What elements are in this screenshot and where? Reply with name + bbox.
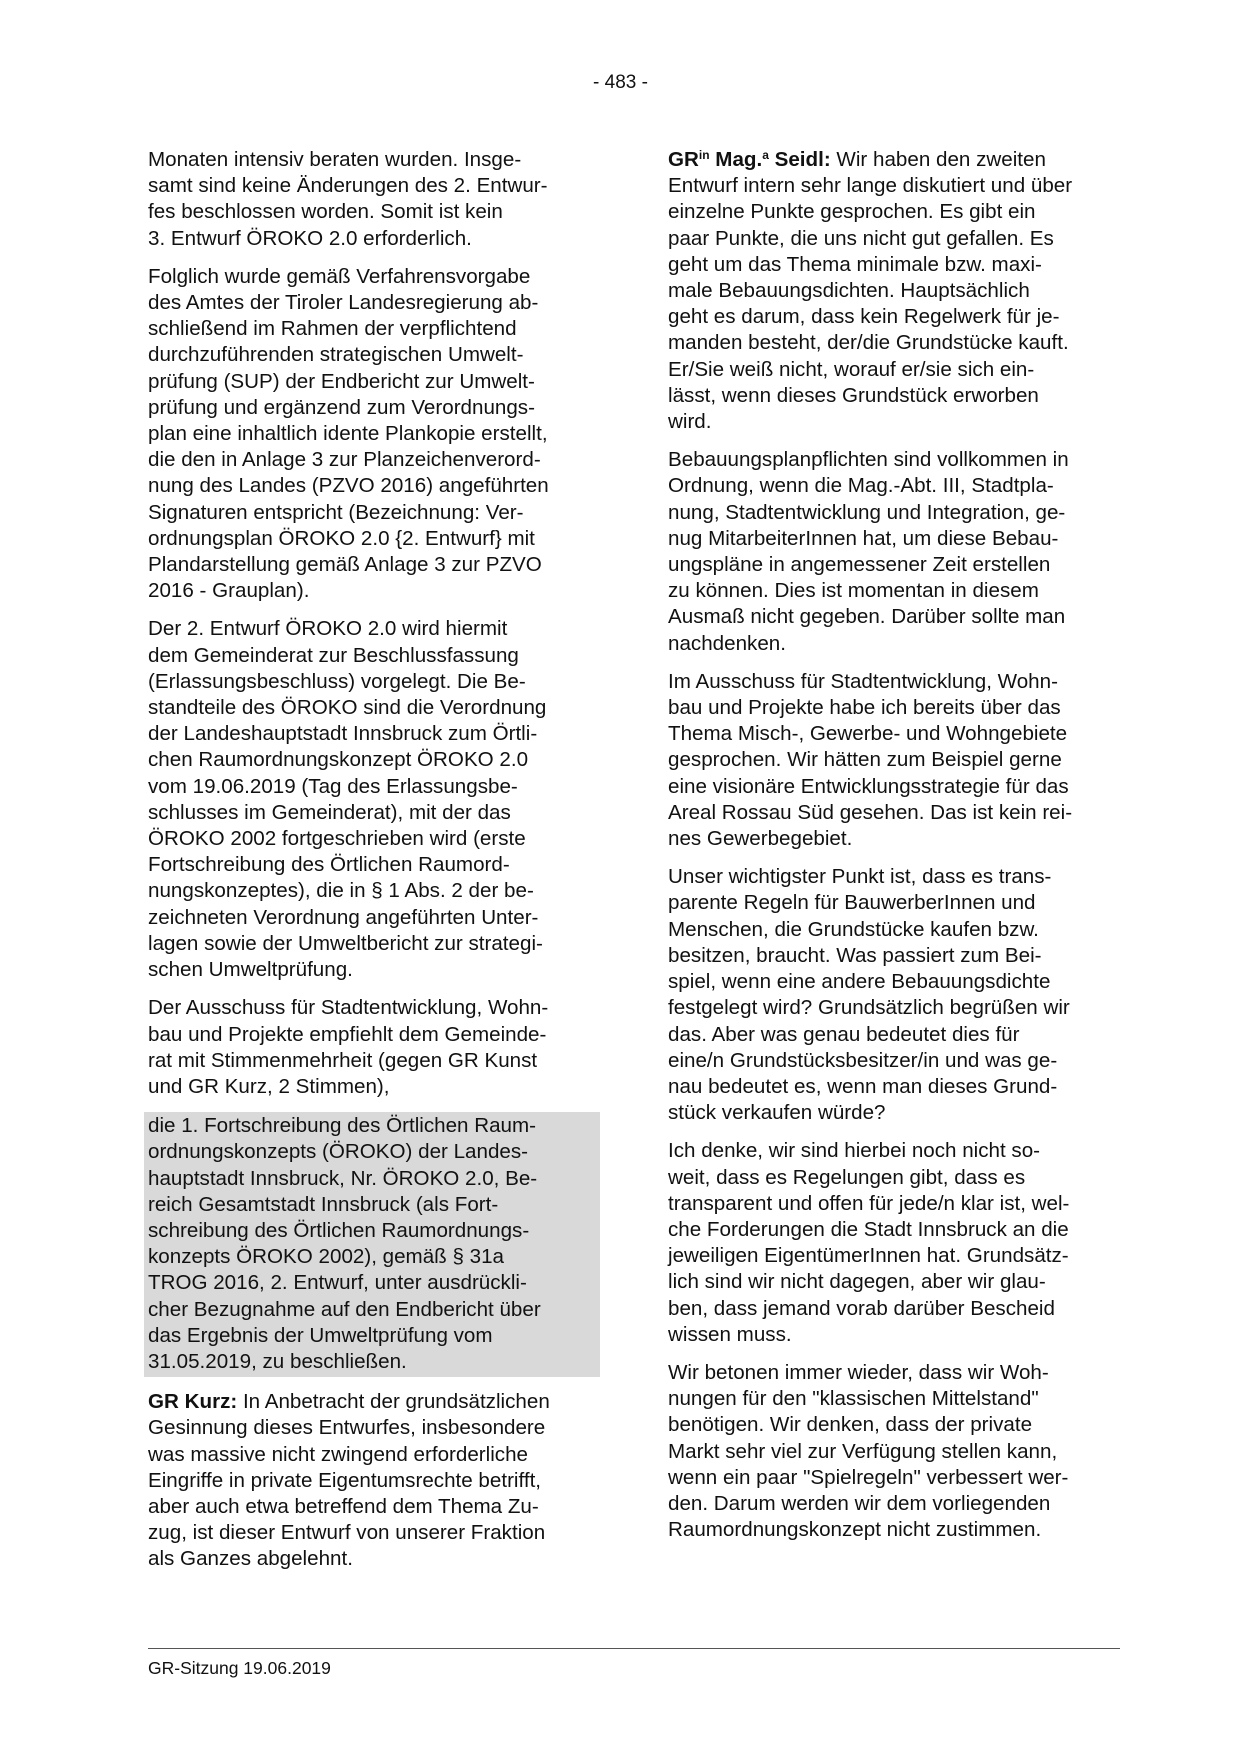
paragraph [148,616,600,983]
text-line: konzepts ÖROKO 2002), gemäß § 31a [148,1245,504,1269]
paragraph [148,264,600,605]
text-line: Der 2. Entwurf ÖROKO 2.0 wird hiermit [148,617,508,641]
text-line: gesprochen. Wir hätten zum Beispiel gerne [668,748,1062,772]
paragraph [668,1138,1120,1348]
text-line: parente Regeln für BauwerberInnen und [668,891,1036,915]
text-line: lich sind wir nicht dagegen, aber wir glau- [668,1270,1046,1294]
text-line: Bebauungsplanpflichten sind vollkommen in [668,448,1069,472]
text-line: Gesinnung dieses Entwurfes, insbesondere [148,1416,546,1440]
paragraph [148,995,600,1100]
text-line: Er/Sie weiß nicht, worauf er/sie sich ein- [668,357,1035,381]
text-line: ben, dass jemand vorab darüber Bescheid [668,1296,1055,1320]
text-line: ordnungsplan ÖROKO 2.0 {2. Entwurf} mit [148,526,535,550]
text-line: 2016 - Grauplan). [148,579,310,603]
text-line [668,147,1120,173]
text-line: ÖROKO 2002 fortgeschrieben wird (erste [148,827,526,851]
text-line: die den in Anlage 3 zur Planzeichenverord- [148,448,541,472]
text-line: Markt sehr viel zur Verfügung stellen kann, [668,1439,1058,1463]
text-line: wird. [668,410,712,434]
text-line: Plandarstellung gemäß Anlage 3 zur PZVO [148,553,542,577]
text-line: hauptstadt Innsbruck, Nr. ÖROKO 2.0, Be- [148,1166,538,1190]
text-line: das. Aber was genau bedeutet dies für [668,1022,1020,1046]
text-line: eine/n Grundstücksbesitzer/in und was ge- [668,1048,1058,1072]
text-line: durchzuführenden strategischen Umwelt- [148,343,524,367]
text-line: Ich denke, wir sind hierbei noch nicht so- [668,1139,1041,1163]
text-line: das Ergebnis der Umweltprüfung vom [148,1323,493,1347]
text-line: Unser wichtigster Punkt ist, dass es trans- [668,865,1052,889]
text-line: schließend im Rahmen der verpflichtend [148,317,517,341]
text-line: zeichneten Verordnung angeführten Unter- [148,905,539,929]
text-line: reich Gesamtstadt Innsbruck (als Fort- [148,1192,499,1216]
text-line: der Landeshauptstadt Innsbruck zum Örtli- [148,722,538,746]
text-line: wissen muss. [668,1322,792,1346]
text-line: lässt, wenn dieses Grundstück erworben [668,383,1039,407]
paragraph [148,147,600,252]
text-line: die 1. Fortschreibung des Örtlichen Raum- [148,1114,537,1138]
text-line: nau bedeutet es, wenn man dieses Grund- [668,1074,1058,1098]
text-line: bau und Projekte empfiehlt dem Gemeinde- [148,1022,547,1046]
text-line: che Forderungen die Stadt Innsbruck an die [668,1217,1069,1241]
text-line: festgelegt wird? Grundsätzlich begrüßen wir [668,996,1070,1020]
text-line: schreibung des Örtlichen Raumordnungs- [148,1218,530,1242]
text-line: spiel, wenn eine andere Bebauungsdichte [668,970,1051,994]
text-line: was massive nicht zwingend erforderliche [148,1442,529,1466]
text-line: benötigen. Wir denken, dass der private [668,1413,1033,1437]
text-line: Folglich wurde gemäß Verfahrensvorgabe [148,264,531,288]
text-line: nes Gewerbegebiet. [668,827,853,851]
text-line: geht um das Thema minimale bzw. maxi- [668,252,1042,276]
text-line: (Erlassungsbeschluss) vorgelegt. Die Be- [148,669,526,693]
speaker-name [668,148,831,171]
text-line: Areal Rossau Süd gesehen. Das ist kein rei- [668,800,1073,824]
speaker-title: GR [668,148,699,171]
text-line: des Amtes der Tiroler Landesregierung ab- [148,291,539,315]
text-line: bau und Projekte habe ich bereits über das [668,696,1061,720]
text-line: Im Ausschuss für Stadtentwicklung, Wohn- [668,669,1058,693]
text-line: fes beschlossen worden. Somit ist kein [148,200,503,224]
text-line: dem Gemeinderat zur Beschlussfassung [148,643,519,667]
text-line: geht es darum, dass kein Regelwerk für je- [668,305,1060,329]
text-line: Monaten intensiv beraten wurden. Insge- [148,148,522,171]
speaker-name: GR Kurz: [148,1390,238,1414]
footer-session-date: GR-Sitzung 19.06.2019 [148,1658,331,1678]
resolution-motion-box [144,1112,600,1377]
text-line: eine visionäre Entwicklungsstrategie für das [668,774,1069,798]
text-line: TROG 2016, 2. Entwurf, unter ausdrückli- [148,1271,527,1295]
text-line: stück verkaufen würde? [668,1101,886,1125]
text-line: plan eine inhaltlich idente Plankopie erstellt, [148,422,548,446]
text-line: besitzen, braucht. Was passiert zum Bei- [668,943,1042,967]
text-line: jeweiligen EigentümerInnen hat. Grundsätz- [668,1244,1069,1268]
text-line: und GR Kurz, 2 Stimmen), [148,1074,390,1098]
text-line: vom 19.06.2019 (Tag des Erlassungsbe- [148,774,518,798]
text-line: Ausmaß nicht gegeben. Darüber sollte man [668,605,1066,629]
text-line: zu können. Dies ist momentan in diesem [668,579,1039,603]
speaker-title: Mag. [709,148,763,171]
text-line: Der Ausschuss für Stadtentwicklung, Wohn- [148,996,549,1020]
speech-paragraph [148,1389,600,1572]
text-line: ungspläne in angemessener Zeit erstellen [668,553,1051,577]
text-line: einzelne Punkte gesprochen. Es gibt ein [668,200,1036,224]
text-line: transparent und offen für jede/n klar ist, wel- [668,1191,1070,1215]
text-line: Ordnung, wenn die Mag.-Abt. III, Stadtpla- [668,474,1054,498]
text-line: manden besteht, der/die Grundstücke kauft. [668,331,1069,355]
text-line: Fortschreibung des Örtlichen Raumord- [148,853,510,877]
paragraph [668,447,1120,657]
speaker-title-superscript: in [698,148,710,162]
text-line: zug, ist dieser Entwurf von unserer Fraktion [148,1521,546,1545]
left-column [148,147,600,1585]
speech-paragraph [668,147,1120,435]
paragraph [668,1360,1120,1543]
footer-divider [148,1648,1120,1649]
text-line: aber auch etwa betreffend dem Thema Zu- [148,1494,539,1518]
text-line: den. Darum werden wir dem vorliegenden [668,1491,1051,1515]
text-line: prüfung und ergänzend zum Verordnungs- [148,395,535,419]
text-line: rat mit Stimmenmehrheit (gegen GR Kunst [148,1048,538,1072]
page-number: - 483 - [593,72,648,93]
text-line: nachdenken. [668,631,786,655]
text-line: wenn ein paar "Spielregeln" verbessert wer- [668,1465,1069,1489]
right-column [668,147,1120,1555]
text-line: Eingriffe in private Eigentumsrechte betrifft, [148,1468,542,1492]
text-line: ordnungskonzepts (ÖROKO) der Landes- [148,1140,529,1164]
text-line: 3. Entwurf ÖROKO 2.0 erforderlich. [148,226,472,250]
speech-text: Wir haben den zweiten [830,148,1046,171]
paragraph [668,669,1120,852]
text-line: nungskonzeptes), die in § 1 Abs. 2 der be- [148,879,534,903]
text-line: nung des Landes (PZVO 2016) angeführten [148,474,549,498]
text-line: nungen für den "klassischen Mittelstand" [668,1387,1039,1411]
text-line: Wir betonen immer wieder, dass wir Woh- [668,1360,1049,1384]
text-line: weit, dass es Regelungen gibt, dass es [668,1165,1026,1189]
text-line [148,1389,600,1415]
text-line: chen Raumordnungskonzept ÖROKO 2.0 [148,748,529,772]
text-line: schen Umweltprüfung. [148,958,353,982]
text-line: Thema Misch-, Gewerbe- und Wohngebiete [668,722,1068,746]
text-line: Raumordnungskonzept nicht zustimmen. [668,1518,1042,1542]
text-line: Menschen, die Grundstücke kaufen bzw. [668,917,1039,941]
text-line: Signaturen entspricht (Bezeichnung: Ver- [148,500,524,524]
speaker-surname: Seidl: [768,148,831,171]
speech-text: In Anbetracht der grundsätzlichen [237,1390,550,1414]
text-line: paar Punkte, die uns nicht gut gefallen. Es [668,226,1054,250]
text-line: nung, Stadtentwicklung und Integration, ge- [668,500,1066,524]
text-line: Entwurf intern sehr lange diskutiert und über [668,174,1073,198]
text-line: samt sind keine Änderungen des 2. Entwur- [148,174,548,198]
text-line: schlusses im Gemeinderat), mit der das [148,800,511,824]
text-line: lagen sowie der Umweltbericht zur strategi- [148,931,543,955]
text-line: male Bebauungsdichten. Hauptsächlich [668,279,1030,303]
text-line: standteile des ÖROKO sind die Verordnung [148,696,547,720]
paragraph [668,864,1120,1126]
text-line: cher Bezugnahme auf den Endbericht über [148,1297,541,1321]
text-line: als Ganzes abgelehnt. [148,1547,353,1571]
text-line: nug MitarbeiterInnen hat, um diese Bebau- [668,526,1059,550]
text-line: 31.05.2019, zu beschließen. [148,1349,407,1373]
text-line: prüfung (SUP) der Endbericht zur Umwelt- [148,369,535,393]
speaker-title-superscript: a [762,148,769,162]
